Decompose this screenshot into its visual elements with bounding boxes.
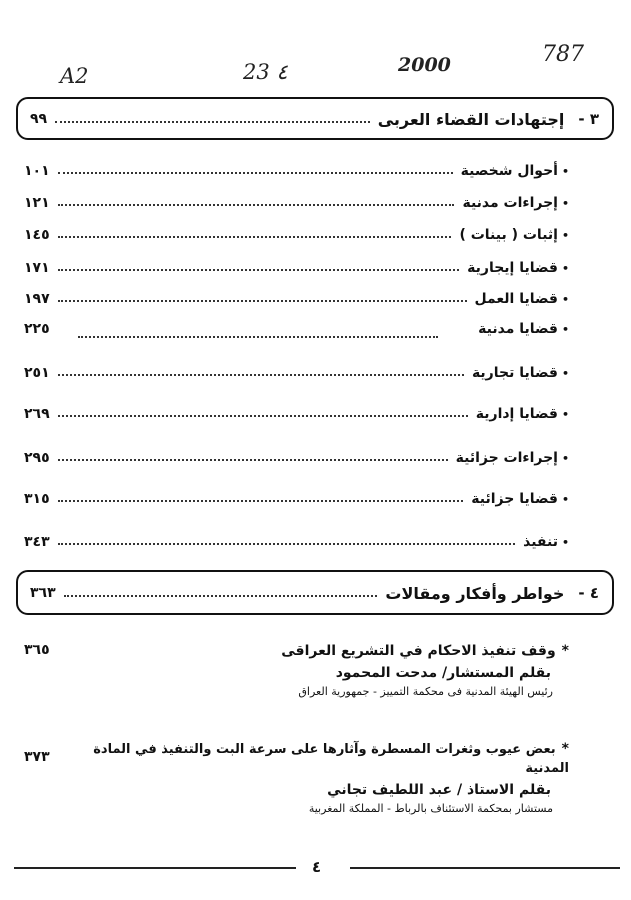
entry-title: إثبات ( بينات ) — [459, 227, 558, 243]
toc-entry[interactable] — [24, 404, 569, 424]
toc-entry[interactable] — [24, 532, 569, 552]
leader-dots — [58, 415, 468, 417]
entry-title: قضايا جزائية — [471, 491, 558, 507]
entry-page: ٢٦٩ — [24, 406, 50, 422]
article-author: بقلم الاستاذ / عبد اللطيف تجاني — [327, 782, 551, 798]
section-3-page: ٩٩ — [30, 111, 48, 127]
leader-dots — [58, 204, 455, 206]
leader-dots — [78, 336, 438, 338]
article-author: بقلم المستشار/ مدحت المحمود — [335, 665, 551, 681]
article-title: وقف تنفيذ الاحكام في التشريع العراقى — [281, 643, 556, 659]
entry-title: إجراءات جزائية — [455, 450, 558, 466]
entry-title: تنفيذ — [523, 534, 558, 550]
entry-page: ١٧١ — [24, 260, 50, 276]
section-3-title: إجتهادات القضاء العربى — [377, 109, 565, 129]
leader-dots — [58, 500, 464, 502]
entry-title: قضايا إدارية — [475, 406, 558, 422]
leader-dots — [58, 543, 515, 545]
article-entry[interactable] — [24, 640, 569, 698]
entry-page: ١٢١ — [24, 195, 50, 211]
footer-rule-right — [350, 867, 620, 869]
asterisk-icon: * — [561, 643, 569, 659]
leader-dots — [55, 121, 370, 123]
article-page: ٣٦٥ — [24, 641, 50, 658]
entry-page: ٢٢٥ — [24, 321, 50, 337]
section-4-title: خواطر وأفكار ومقالات — [385, 583, 565, 603]
leader-dots — [58, 300, 467, 302]
footer-page-number: ٤ — [312, 858, 322, 876]
bullet-icon: • — [561, 292, 569, 306]
article-entry[interactable] — [24, 738, 569, 815]
toc-entry[interactable] — [24, 448, 569, 468]
section-4-page: ٣٦٣ — [30, 585, 56, 601]
toc-entry[interactable] — [24, 225, 569, 245]
bullet-icon: • — [561, 164, 569, 178]
bullet-icon: • — [561, 451, 569, 465]
section-3-heading[interactable] — [30, 108, 599, 130]
bullet-icon: • — [561, 407, 569, 421]
bullet-icon: • — [561, 261, 569, 275]
handwritten-code: 23 ٤ — [243, 60, 288, 84]
handwritten-number: 787 — [542, 42, 584, 67]
entry-page: ٢٥١ — [24, 365, 50, 381]
article-title: بعض عيوب وثغرات المسطرة وآثارها على سرعة البت والتنفيذ في المادة المدنية — [93, 742, 569, 776]
entry-page: ٣٤٣ — [24, 534, 50, 550]
leader-dots — [58, 172, 453, 174]
leader-dots — [64, 595, 378, 597]
section-3-number: ٣ - — [578, 110, 599, 128]
entry-title: قضايا إيجارية — [467, 260, 558, 276]
footer-rule-left — [14, 867, 296, 869]
leader-dots — [58, 374, 464, 376]
section-4-number: ٤ - — [578, 584, 599, 602]
entry-page: ١٩٧ — [24, 291, 50, 307]
leader-dots — [58, 269, 460, 271]
leader-dots — [58, 459, 448, 461]
entry-page: ١٤٥ — [24, 227, 50, 243]
handwritten-year: 2000 — [398, 54, 451, 76]
entry-page: ١٠١ — [24, 163, 50, 179]
toc-entry[interactable] — [24, 193, 569, 213]
entry-title: قضايا مدنية — [478, 321, 558, 337]
bullet-icon: • — [561, 196, 569, 210]
toc-entry[interactable] — [24, 161, 569, 181]
bullet-icon: • — [561, 492, 569, 506]
asterisk-icon: * — [561, 741, 569, 757]
bullet-icon: • — [561, 228, 569, 242]
entry-page: ٣١٥ — [24, 491, 50, 507]
handwritten-a2: A2 — [60, 64, 89, 88]
bullet-icon: • — [561, 535, 569, 549]
toc-entry[interactable] — [24, 363, 569, 383]
article-page: ٣٧٣ — [24, 749, 50, 765]
entry-page: ٢٩٥ — [24, 450, 50, 466]
leader-dots — [58, 236, 452, 238]
toc-entry[interactable] — [24, 289, 569, 309]
toc-entry[interactable] — [24, 489, 569, 509]
article-author-position: مستشار بمحكمة الاستئناف بالرباط - المملكة المغربية — [308, 802, 553, 815]
entry-title: إجراءات مدنية — [462, 195, 558, 211]
bullet-icon: • — [561, 366, 569, 380]
section-4-heading[interactable] — [30, 582, 599, 604]
entry-title: أحوال شخصية — [460, 163, 558, 179]
toc-entry[interactable] — [24, 258, 569, 278]
entry-title: قضايا العمل — [474, 291, 558, 307]
article-author-position: رئيس الهيئة المدنية فى محكمة التمييز - جمهورية العراق — [298, 685, 553, 698]
entry-title: قضايا تجارية — [471, 365, 558, 381]
bullet-icon: • — [561, 322, 569, 336]
